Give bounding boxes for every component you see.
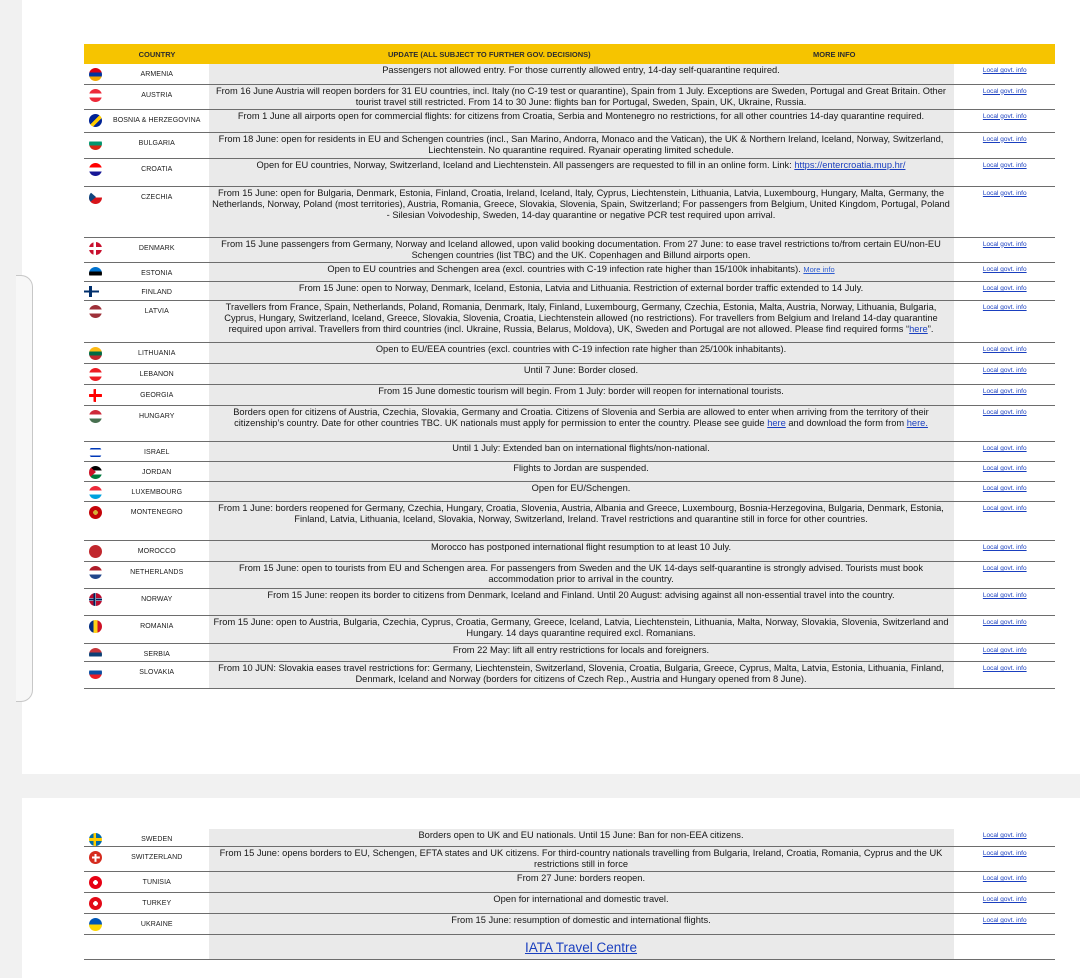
country-name: BULGARIA (106, 132, 208, 158)
serbia-flag-icon (89, 648, 102, 661)
table-row (84, 872, 1055, 893)
ukraine-flag-icon (89, 918, 102, 931)
more-info-cell (954, 615, 1055, 643)
flag-cell (84, 441, 106, 461)
flag-cell (84, 300, 106, 342)
flag-cell (84, 643, 106, 661)
more-info-cell (954, 872, 1055, 893)
flag-cell (84, 342, 106, 363)
flag-cell (84, 461, 106, 481)
update-text-part: Open for EU countries, Norway, Switzerland, Iceland and Liechtenstein. All passengers are requested to fill in an online form. Link: (256, 159, 795, 170)
more-info-cell (954, 661, 1055, 688)
table-row (84, 64, 1055, 84)
country-name: LATVIA (106, 300, 208, 342)
montenegro-flag-icon (89, 506, 102, 519)
country-name: DENMARK (106, 237, 208, 262)
local-govt-info-link[interactable]: Local govt. info (982, 161, 1027, 169)
more-info-cell (954, 914, 1055, 935)
local-govt-info-link[interactable]: Local govt. info (982, 284, 1027, 292)
table-row (84, 893, 1055, 914)
table-row (84, 829, 1055, 847)
table-row (84, 158, 1055, 186)
country-name: ARMENIA (106, 64, 208, 84)
update-text: From 15 June domestic tourism will begin. From 1 July: border will reopen for international tourists. (208, 384, 954, 405)
flag-cell (84, 893, 106, 914)
more-info-cell (954, 847, 1055, 872)
country-name: HUNGARY (106, 405, 208, 441)
israel-flag-icon (89, 446, 102, 459)
norway-flag-icon (89, 593, 102, 606)
local-govt-info-link[interactable]: Local govt. info (982, 543, 1027, 551)
romania-flag-icon (89, 620, 102, 633)
more-info-cell (954, 829, 1055, 847)
header-flag-cell (84, 44, 106, 64)
local-govt-info-link[interactable]: Local govt. info (982, 408, 1027, 416)
country-name: MONTENEGRO (106, 501, 208, 540)
flag-cell (84, 405, 106, 441)
flag-cell (84, 872, 106, 893)
country-name: ISRAEL (106, 441, 208, 461)
more-info-cell (954, 441, 1055, 461)
denmark-flag-icon (89, 242, 102, 255)
netherlands-flag-icon (89, 566, 102, 579)
update-text: From 1 June all airports open for commercial flights: for citizens from Croatia, Serbia and Montenegro no restrictions, for all other countries 14-day quarantine required. (208, 109, 954, 132)
update-link[interactable]: https://entercroatia.mup.hr/ (794, 159, 906, 170)
table-row (84, 914, 1055, 935)
country-name: SWITZERLAND (106, 847, 208, 872)
local-govt-info-link[interactable]: Local govt. info (982, 135, 1027, 143)
update-text (208, 158, 954, 186)
flag-cell (84, 158, 106, 186)
flag-cell (84, 281, 106, 300)
empty-cell (954, 935, 1055, 960)
country-name: CROATIA (106, 158, 208, 186)
table-row (84, 300, 1055, 342)
local-govt-info-link[interactable]: Local govt. info (982, 67, 1027, 74)
more-info-cell (954, 540, 1055, 561)
table-row (84, 132, 1055, 158)
more-info-cell (954, 384, 1055, 405)
country-name: FINLAND (106, 281, 208, 300)
flag-cell (84, 501, 106, 540)
update-text: From 15 June: open to tourists from EU and Schengen area. For passengers from Sweden and the UK 14-days self-quarantine is strongly advised. Tourists must book accommodation prior to arrival in the country. (208, 561, 954, 588)
estonia-flag-icon (89, 267, 102, 280)
more-info-cell (954, 158, 1055, 186)
country-name: MOROCCO (106, 540, 208, 561)
update-text-part: ”. (927, 324, 934, 335)
local-govt-info-link[interactable]: Local govt. info (982, 387, 1027, 395)
flag-cell (84, 109, 106, 132)
country-name: TURKEY (106, 893, 208, 914)
update-text: From 15 June: resumption of domestic and international flights. (208, 914, 954, 935)
country-name: AUSTRIA (106, 84, 208, 109)
country-name: SERBIA (106, 643, 208, 661)
flag-cell (84, 132, 106, 158)
slovakia-flag-icon (89, 666, 102, 679)
country-name: JORDAN (106, 461, 208, 481)
austria-flag-icon (89, 89, 102, 102)
update-text: Borders open to UK and EU nationals. Until 15 June: Ban for non-EEA citizens. (208, 829, 954, 847)
country-name: TUNISIA (106, 872, 208, 893)
table-row (84, 281, 1055, 300)
flag-cell (84, 561, 106, 588)
update-text: Flights to Jordan are suspended. (208, 461, 954, 481)
header-country: COUNTRY (106, 44, 208, 64)
local-govt-info-link[interactable]: Local govt. info (982, 875, 1027, 883)
local-govt-info-link[interactable]: Local govt. info (982, 917, 1027, 925)
more-info-cell (954, 561, 1055, 588)
flag-cell (84, 384, 106, 405)
flag-cell (84, 540, 106, 561)
update-text: Until 1 July: Extended ban on international flights/non-national. (208, 441, 954, 461)
table-row (84, 661, 1055, 688)
table-header-row (84, 44, 1055, 64)
country-name: NORWAY (106, 588, 208, 615)
croatia-flag-icon (89, 163, 102, 176)
more-info-link[interactable]: More info (803, 264, 835, 274)
update-text: From 27 June: borders reopen. (208, 872, 954, 893)
local-govt-info-link[interactable]: Local govt. info (982, 564, 1027, 572)
country-name: GEORGIA (106, 384, 208, 405)
update-text: From 15 June: reopen its border to citizens from Denmark, Iceland and Finland. Until 20 August: advising against all non-essential travel into the country. (208, 588, 954, 615)
local-govt-info-link[interactable]: Local govt. info (982, 850, 1027, 857)
table-row (84, 561, 1055, 588)
table-row (84, 441, 1055, 461)
iata-row (84, 935, 1055, 960)
more-info-cell (954, 461, 1055, 481)
country-name: ROMANIA (106, 615, 208, 643)
document-page-2 (22, 798, 1080, 978)
local-govt-info-link[interactable]: Local govt. info (982, 303, 1027, 311)
more-info-cell (954, 501, 1055, 540)
update-text (208, 262, 954, 281)
empty-cell (106, 935, 208, 960)
more-info-cell (954, 132, 1055, 158)
table-row (84, 84, 1055, 109)
more-info-cell (954, 300, 1055, 342)
table-row (84, 461, 1055, 481)
update-text: From 15 June: opens borders to EU, Schengen, EFTA states and UK citizens. For third-country nationals travelling from Bulgaria, Ireland, Croatia, Romania, Cyprus and the UK restrictions still in force (208, 847, 954, 872)
table-row (84, 237, 1055, 262)
country-name: LUXEMBOURG (106, 481, 208, 501)
table-row (84, 643, 1055, 661)
update-text-part: Travellers from France, Spain, Netherlands, Poland, Romania, Denmark, Italy, Finland, Luxembourg, Germany, Czechia, Estonia, Malta, Austria, Norway, Lithuania, Bulgaria, Cyprus, Hungary, Switzerland, Iceland, Greece, Slovakia, Slovenia, Croatia, Liechtenstein allowed (no restrictions). For travellers from Belgium and Ireland 14-day quarantine required upon arrival. Travellers from third countries (incl. Ukraine, Russia, Belarus, Moldova), UK, Sweden and Portugal are not allowed. Please find required forms “ (224, 301, 938, 335)
more-info-cell (954, 237, 1055, 262)
table-row (84, 540, 1055, 561)
flag-cell (84, 847, 106, 872)
flag-cell (84, 186, 106, 237)
update-text: From 15 June: open to Austria, Bulgaria, Czechia, Cyprus, Croatia, Germany, Greece, Iceland, Latvia, Liechtenstein, Lithuania, Malta, Norway, Slovakia, Slovenia, Switzerland and Hungary. 14 days quarantine required excl. Romanians. (208, 615, 954, 643)
switzerland-flag-icon (89, 851, 102, 864)
header-update-cell (208, 44, 1055, 64)
local-govt-info-link[interactable]: Local govt. info (982, 896, 1027, 904)
country-name: NETHERLANDS (106, 561, 208, 588)
morocco-flag-icon (89, 545, 102, 558)
flag-cell (84, 237, 106, 262)
local-govt-info-link[interactable]: Local govt. info (982, 366, 1027, 374)
local-govt-info-link[interactable]: Local govt. info (982, 618, 1027, 626)
local-govt-info-link[interactable]: Local govt. info (982, 504, 1027, 512)
update-link[interactable]: here. (906, 417, 928, 428)
bosnia-herzegovina-flag-icon (89, 114, 102, 127)
country-name: UKRAINE (106, 914, 208, 935)
more-info-cell (954, 893, 1055, 914)
iata-cell (208, 935, 954, 960)
lebanon-flag-icon (89, 368, 102, 381)
local-govt-info-link[interactable]: Local govt. info (982, 464, 1027, 472)
hungary-flag-icon (89, 410, 102, 423)
armenia-flag-icon (89, 68, 102, 81)
flag-cell (84, 829, 106, 847)
flag-cell (84, 588, 106, 615)
table-row (84, 363, 1055, 384)
flag-cell (84, 64, 106, 84)
update-text-part: Open to EU countries and Schengen area (excl. countries with C-19 infection rate higher than 15/100k inhabitants). (327, 263, 804, 274)
update-text (208, 405, 954, 441)
update-text: Until 7 June: Border closed. (208, 363, 954, 384)
update-text (208, 300, 954, 342)
flag-cell (84, 661, 106, 688)
more-info-cell (954, 64, 1055, 84)
update-text: Open for EU/Schengen. (208, 481, 954, 501)
travel-restrictions-table (84, 44, 1055, 689)
country-name: BOSNIA & HERZEGOVINA (106, 109, 208, 132)
update-text: Morocco has postponed international flight resumption to at least 10 July. (208, 540, 954, 561)
iata-travel-centre-link[interactable]: IATA Travel Centre (524, 939, 638, 955)
country-name: LITHUANIA (106, 342, 208, 363)
flag-cell (84, 262, 106, 281)
more-info-cell (954, 643, 1055, 661)
update-text: From 1 June: borders reopened for Germany, Czechia, Hungary, Croatia, Slovenia, Austria, Albania and Greece, Luxembourg, Bosnia-Herzegovina, Bulgaria, Denmark, Estonia, Finland, Latvia, Lithuania, Iceland, Slovakia, Norway, Switzerland, Ireland. Travel restrictions and quarantine still in force for other countries. (208, 501, 954, 540)
bulgaria-flag-icon (89, 137, 102, 150)
local-govt-info-link[interactable]: Local govt. info (982, 832, 1027, 839)
more-info-cell (954, 84, 1055, 109)
local-govt-info-link[interactable]: Local govt. info (982, 484, 1027, 492)
more-info-cell (954, 588, 1055, 615)
travel-restrictions-table-continued (84, 829, 1055, 960)
empty-cell (84, 935, 106, 960)
update-text: From 16 June Austria will reopen borders for 31 EU countries, incl. Italy (no C-19 test or quarantine), Spain from 1 July. Exceptions are Sweden, Portugal and Great Britain. Other tourist travel still restricted. From 14 to 30 June: flights ban for Portugal, Sweden, Spain, UK, Ukraine, Russia. (208, 84, 954, 109)
update-text: Open for international and domestic travel. (208, 893, 954, 914)
table-row (84, 109, 1055, 132)
table-row (84, 342, 1055, 363)
local-govt-info-link[interactable]: Local govt. info (982, 664, 1027, 672)
update-text: Open to EU/EEA countries (excl. countries with C-19 infection rate higher than 25/100k inhabitants). (208, 342, 954, 363)
update-text: From 10 JUN: Slovakia eases travel restrictions for: Germany, Liechtenstein, Switzerland, Slovenia, Croatia, Bulgaria, Greece, Cyprus, Malta, Latvia, Estonia, Lithuania, Finland, Denmark, Iceland and Norway (borders for citizens of Czech Rep., Austria and Hungary opened from 8 June). (208, 661, 954, 688)
update-text: From 15 June passengers from Germany, Norway and Iceland allowed, upon valid booking documentation. From 27 June: to ease travel restrictions to/from certain EU/non-EU Schengen countries (list TBC) and the UK. Copenhagen and Billund airports open. (208, 237, 954, 262)
country-name: LEBANON (106, 363, 208, 384)
more-info-cell (954, 363, 1055, 384)
local-govt-info-link[interactable]: Local govt. info (982, 345, 1027, 353)
table-row (84, 186, 1055, 237)
table-row (84, 481, 1055, 501)
local-govt-info-link[interactable]: Local govt. info (982, 265, 1027, 273)
czechia-flag-icon (89, 191, 102, 204)
local-govt-info-link[interactable]: Local govt. info (982, 112, 1027, 120)
table-row (84, 615, 1055, 643)
more-info-cell (954, 481, 1055, 501)
sweden-flag-icon (89, 833, 102, 846)
update-text-part: and download the form from (785, 417, 907, 428)
update-text: From 15 June: open to Norway, Denmark, Iceland, Estonia, Latvia and Lithuania. Restriction of external border traffic extended to 14 July. (208, 281, 954, 300)
lithuania-flag-icon (89, 347, 102, 360)
country-name: SLOVAKIA (106, 661, 208, 688)
latvia-flag-icon (89, 305, 102, 318)
header-more-info: MORE INFO (813, 50, 856, 59)
document-page-1 (22, 0, 1080, 774)
local-govt-info-link[interactable]: Local govt. info (982, 591, 1027, 599)
more-info-cell (954, 262, 1055, 281)
country-name: SWEDEN (106, 829, 208, 847)
table-row (84, 847, 1055, 872)
local-govt-info-link[interactable]: Local govt. info (982, 444, 1027, 452)
table-row (84, 262, 1055, 281)
table-row (84, 405, 1055, 441)
turkey-flag-icon (89, 897, 102, 910)
luxembourg-flag-icon (89, 486, 102, 499)
local-govt-info-link[interactable]: Local govt. info (982, 189, 1027, 197)
table-row (84, 588, 1055, 615)
table-row (84, 501, 1055, 540)
more-info-cell (954, 342, 1055, 363)
tunisia-flag-icon (89, 876, 102, 889)
more-info-cell (954, 109, 1055, 132)
flag-cell (84, 363, 106, 384)
more-info-cell (954, 281, 1055, 300)
country-name: ESTONIA (106, 262, 208, 281)
jordan-flag-icon (89, 466, 102, 479)
georgia-flag-icon (89, 389, 102, 402)
flag-cell (84, 615, 106, 643)
side-panel-handle[interactable] (16, 275, 33, 702)
update-text-part: Borders open for citizens of Austria, Czechia, Slovakia, Germany and Croatia. Citizens of Slovenia and Serbia are allowed to enter when arriving from the territory of their citizenship’s country. Date for other countries TBC. UK nationals must apply for permission to enter the country. Please see guide (233, 406, 929, 428)
update-link[interactable]: here (767, 417, 786, 428)
update-text: From 15 June: open for Bulgaria, Denmark, Estonia, Finland, Croatia, Ireland, Iceland, Italy, Cyprus, Liechtenstein, Lithuania, Latvia, Luxembourg, Hungary, Malta, Germany, the Netherlands, Norway, Poland (most territories), Austria, Romania, Greece, Slovakia, Slovenia, Spain, Switzerland; For passengers from Belgium, United Kingdom, Portugal, Poland - Silesian Voivodeship, Sweden, 14-day quarantine or negative PCR test required upon arrival. (208, 186, 954, 237)
flag-cell (84, 84, 106, 109)
update-text: Passengers not allowed entry. For those currently allowed entry, 14-day self-quarantine required. (208, 64, 954, 84)
update-link[interactable]: here (909, 324, 928, 335)
update-text: From 18 June: open for residents in EU and Schengen countries (incl., San Marino, Andorra, Monaco and the Vatican), the UK & Northern Ireland, Iceland, Norway, Switzerland, Liechtenstein. No quarantine required. Ryanair operating limited schedule. (208, 132, 954, 158)
table-row (84, 384, 1055, 405)
header-update: UPDATE (ALL SUBJECT TO FURTHER GOV. DECISIONS) (388, 50, 591, 59)
finland-flag-icon (84, 286, 99, 297)
local-govt-info-link[interactable]: Local govt. info (982, 240, 1027, 248)
more-info-cell (954, 405, 1055, 441)
more-info-cell (954, 186, 1055, 237)
flag-cell (84, 914, 106, 935)
local-govt-info-link[interactable]: Local govt. info (982, 87, 1027, 95)
update-text: From 22 May: lift all entry restrictions for locals and foreigners. (208, 643, 954, 661)
flag-cell (84, 481, 106, 501)
country-name: CZECHIA (106, 186, 208, 237)
local-govt-info-link[interactable]: Local govt. info (982, 646, 1027, 654)
